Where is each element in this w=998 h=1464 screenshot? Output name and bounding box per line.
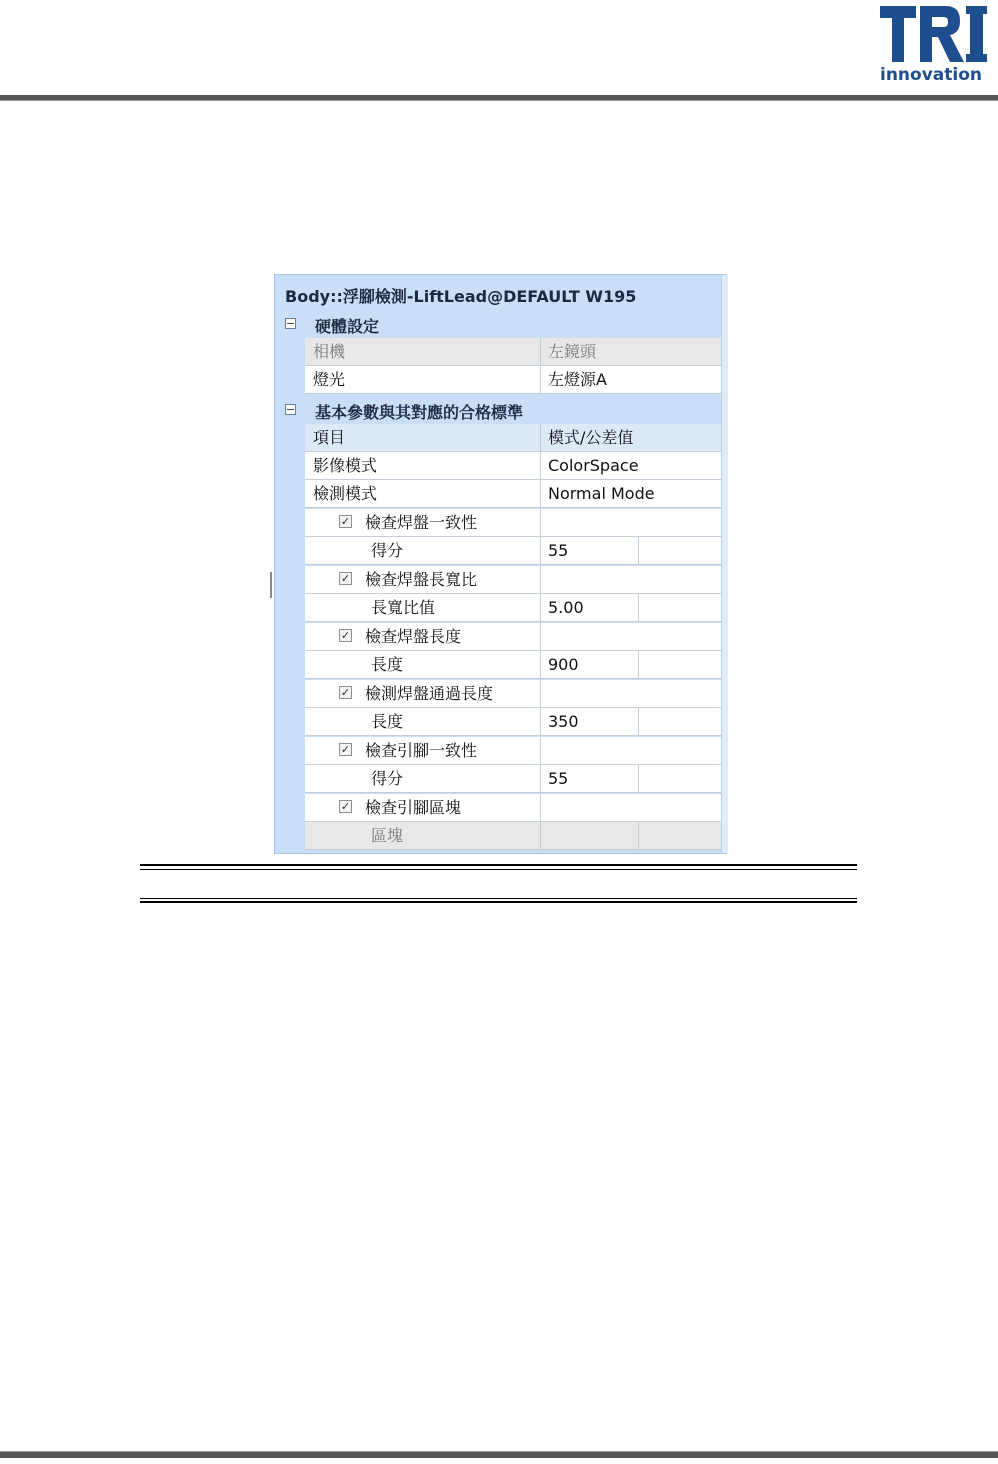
caption-rule-bottom bbox=[140, 901, 857, 903]
property-extra-value[interactable] bbox=[639, 594, 721, 621]
property-value[interactable]: 5.00 bbox=[541, 594, 639, 621]
property-value bbox=[541, 509, 721, 536]
category-label: 基本參數與其對應的合格標準 bbox=[315, 403, 524, 422]
checkbox-label: 檢查引腳區塊 bbox=[365, 798, 462, 817]
property-value[interactable]: 900 bbox=[541, 651, 639, 678]
property-value: 左鏡頭 bbox=[541, 338, 721, 365]
property-extra-value[interactable] bbox=[639, 708, 721, 735]
property-name: 影像模式 bbox=[305, 452, 541, 479]
column-header-value: 模式/公差值 bbox=[541, 424, 721, 451]
property-name-cell bbox=[305, 623, 541, 650]
checkbox[interactable]: ✓ bbox=[340, 743, 351, 756]
checkbox[interactable]: ✓ bbox=[340, 572, 351, 585]
checkbox-label: 檢查焊盤一致性 bbox=[365, 513, 478, 532]
property-value[interactable]: 55 bbox=[541, 537, 639, 564]
logo-subtitle: innovation bbox=[880, 65, 982, 85]
property-value[interactable]: 左燈源A bbox=[548, 370, 607, 389]
property-row-lead-score[interactable] bbox=[305, 765, 721, 793]
category-label: 硬體設定 bbox=[315, 317, 380, 336]
property-name-cell bbox=[305, 509, 541, 536]
property-row-check-pad-consistency[interactable] bbox=[305, 509, 721, 537]
footer-rule bbox=[0, 1451, 998, 1458]
property-value[interactable]: Normal Mode bbox=[548, 484, 655, 503]
property-name: 長寬比值 bbox=[371, 598, 436, 617]
property-row-check-lead-consistency[interactable] bbox=[305, 737, 721, 765]
property-name: 長度 bbox=[371, 655, 404, 674]
checkbox[interactable]: ✓ bbox=[340, 629, 351, 642]
property-name: 得分 bbox=[371, 769, 404, 788]
property-name-cell bbox=[305, 594, 541, 621]
property-header-row bbox=[305, 424, 721, 452]
property-name: 得分 bbox=[371, 541, 404, 560]
property-value bbox=[541, 794, 721, 821]
property-value bbox=[541, 680, 721, 707]
property-row-detect-mode[interactable] bbox=[305, 480, 721, 508]
category-hardware-settings[interactable] bbox=[275, 310, 721, 338]
property-grid-title: Body::浮腳檢測-LiftLead@DEFAULT W195 bbox=[285, 287, 637, 306]
property-row-check-lead-block[interactable] bbox=[305, 794, 721, 822]
property-row-camera bbox=[305, 338, 721, 366]
checkbox[interactable]: ✓ bbox=[340, 686, 351, 699]
property-name-cell bbox=[305, 765, 541, 792]
property-value bbox=[541, 566, 721, 593]
property-extra-value[interactable] bbox=[639, 537, 721, 564]
splitter-grip[interactable] bbox=[270, 572, 272, 598]
property-value[interactable]: 55 bbox=[541, 765, 639, 792]
property-row-image-mode[interactable] bbox=[305, 452, 721, 480]
checkbox-label: 檢測焊盤通過長度 bbox=[365, 684, 494, 703]
column-header-item: 項目 bbox=[305, 424, 541, 451]
tri-logo-mark bbox=[878, 4, 992, 64]
checkbox-label: 檢查引腳一致性 bbox=[365, 741, 478, 760]
property-grid bbox=[274, 274, 727, 854]
property-row-check-pad-pass-length[interactable] bbox=[305, 680, 721, 708]
property-value bbox=[541, 623, 721, 650]
property-row-aspect-ratio[interactable] bbox=[305, 594, 721, 622]
property-row-block bbox=[305, 822, 721, 850]
property-row-length[interactable] bbox=[305, 651, 721, 679]
property-extra-value bbox=[639, 822, 721, 849]
property-name-cell bbox=[305, 822, 541, 849]
property-name-cell bbox=[305, 537, 541, 564]
checkbox-label: 檢查焊盤長寬比 bbox=[365, 570, 478, 589]
checkbox-label: 檢查焊盤長度 bbox=[365, 627, 462, 646]
property-name-cell bbox=[305, 651, 541, 678]
property-name: 區塊 bbox=[371, 826, 404, 845]
property-value bbox=[541, 822, 639, 849]
property-row-pass-length[interactable] bbox=[305, 708, 721, 736]
caption-rule-bottom-thin bbox=[140, 898, 857, 899]
property-row-score[interactable] bbox=[305, 537, 721, 565]
property-name-cell bbox=[305, 737, 541, 764]
category-basic-parameters[interactable] bbox=[275, 396, 721, 424]
checkbox[interactable]: ✓ bbox=[340, 515, 351, 528]
property-extra-value[interactable] bbox=[639, 765, 721, 792]
property-name: 相機 bbox=[305, 338, 541, 365]
collapse-icon[interactable] bbox=[285, 318, 296, 329]
collapse-icon[interactable] bbox=[285, 404, 296, 415]
property-name-cell bbox=[305, 794, 541, 821]
company-logo bbox=[876, 4, 994, 86]
property-row-light[interactable] bbox=[305, 366, 721, 394]
checkbox[interactable]: ✓ bbox=[340, 800, 351, 813]
property-extra-value[interactable] bbox=[639, 651, 721, 678]
property-row-check-pad-length[interactable] bbox=[305, 623, 721, 651]
property-name: 燈光 bbox=[305, 366, 541, 393]
header-rule bbox=[0, 95, 998, 101]
property-grid-scrollbar[interactable] bbox=[721, 275, 728, 853]
property-value[interactable]: ColorSpace bbox=[548, 456, 639, 475]
property-name-cell bbox=[305, 680, 541, 707]
property-name: 長度 bbox=[371, 712, 404, 731]
property-row-check-pad-aspect[interactable] bbox=[305, 566, 721, 594]
property-name-cell bbox=[305, 708, 541, 735]
property-value[interactable]: 350 bbox=[541, 708, 639, 735]
property-name-cell bbox=[305, 566, 541, 593]
caption-rule-top bbox=[140, 864, 857, 866]
caption-rule-top-thin bbox=[140, 869, 857, 870]
property-name: 檢測模式 bbox=[305, 480, 541, 507]
property-value bbox=[541, 737, 721, 764]
